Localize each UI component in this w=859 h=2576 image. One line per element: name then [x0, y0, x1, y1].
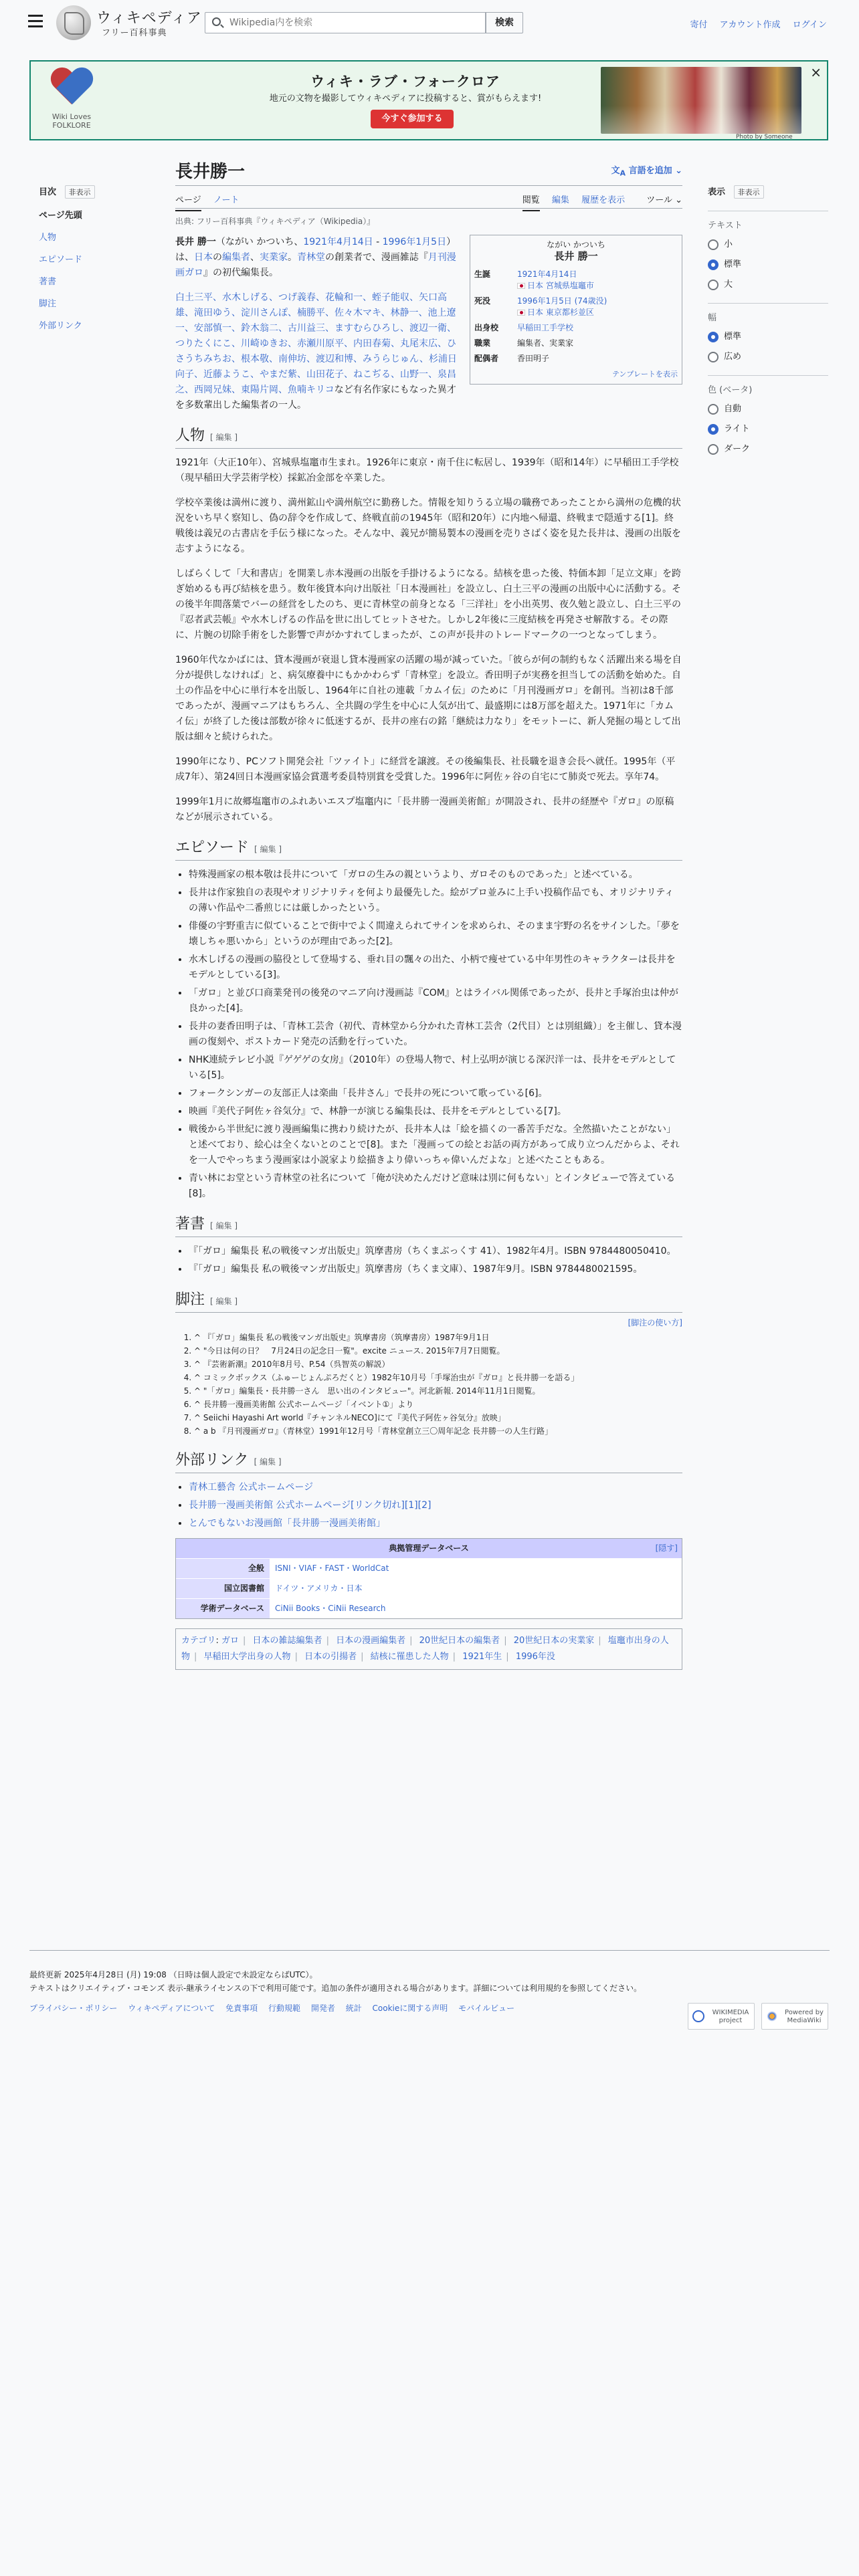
person-paragraph: 1999年1月に故郷塩竈市のふれあいエスプ塩竈内に「長井勝一漫画美術館」が開設され、長井の経歴や『ガロ』の原稿などが展示されている。 — [175, 796, 674, 823]
infobox-key: 配偶者 — [474, 354, 499, 363]
infobox-spouse: 香田明子 — [517, 354, 550, 363]
intro-text: （ながい かついち、 — [215, 237, 304, 247]
article-body — [175, 235, 682, 1670]
login-link[interactable]: ログイン — [792, 20, 827, 30]
authority-title: 典拠管理データベース — [389, 1543, 469, 1553]
artist-links[interactable]: 白土三平、水木しげる、つげ義春、花輪和一、蛭子能収、矢口高雄、滝田ゆう、淀川さんぽ、楠勝平、佐々木マキ、林静一、池上遼一、安部慎一、鈴木翁二、古川益三、ますむらひろし、渡辺一衛、つりたくにこ、川崎ゆきお、赤瀬川原平、内田春菊、丸尾末広、ひさうちみちお、根本敬、南伸坊、渡辺和博、みうらじゅん、杉浦日向子、近藤ようこ、やまだ紫、山田花子、ねこぢる、山野一、泉昌之、西岡兄妹、東陽片岡、魚喃キリコ — [175, 292, 457, 395]
width-standard[interactable] — [708, 331, 828, 343]
add-language-label: 言語を追加 — [628, 166, 672, 176]
person-paragraph: しばらくして「大和書店」を開業し赤本漫画の出版を手掛けるようになる。結核を患った後、特価本卸「足立文庫」を跨ぎ始めるも再び結核を患う。数年後貸本向け出版社「日本漫画社」を設立し、白土三平の漫画の出版中心に活動する。その後半年間落葉でバーの経営をしたのち、更に青林堂の前身となる「三洋社」を小出英男、夜久勉と設立し、白土三平の『忍者武芸帳』や水木しげるの作品を世に出してヒットさせた。しかし2年後に三度結核を再発させ解散する。その際に、片腕の切除手術をした影響で声がかすれてしまったが、この声が長井のトレードマークの一つとなってしまう。 — [175, 568, 681, 641]
text-size-small[interactable] — [708, 239, 828, 251]
list-item: 7. ^ Seiichi Hayashi Art world『チャンネルNECO]にて『美代子阿佐ヶ谷気分』放映」 — [194, 1411, 682, 1424]
list-item: • 水木しげるの漫画の脇役として登場する、垂れ目の飄々の出た、小柄で痩せている中年男性のキャラクターは長井をモデルとしている[3]。 — [189, 952, 682, 983]
article-source-line: 出典: フリー百科事典『ウィキペディア（Wikipedia）』 — [175, 217, 375, 226]
appearance-header — [708, 185, 828, 199]
section-title: 外部リンク — [175, 1452, 249, 1469]
cookie-statement-link[interactable]: Cookieに関する声明 — [372, 2004, 448, 2013]
last-updated: 最終更新 2025年4月28日 (月) 19:08 （日時は個人設定で未設定ならばUTC）。 — [29, 1970, 318, 1979]
authority-values[interactable]: ISNI・VIAF・FAST・WorldCat — [275, 1564, 389, 1573]
birth-date-link[interactable]: 1921年4月14日 — [303, 237, 373, 247]
section-edit-link[interactable]: [ 編集 ] — [254, 845, 282, 854]
toc-item-person[interactable]: 人物 — [39, 233, 57, 243]
list-item: • 『「ガロ」編集長 私の戦後マンガ出版史』筑摩書房（ちくま文庫）、1987年9月。ISBN 9784480021595。 — [189, 1262, 682, 1277]
person-paragraph: 学校卒業後は満州に渡り、満州鉱山や満州航空に勤務した。情報を知りうる立場の職務であったことから満州の危機的状況をいち早く察知し、偽の辞令を作成して、終戦直前の1945年（昭和20年）に内地へ帰還、終戦まで隠遁する[1]。終戦後は義兄の古書店を手伝う様になった。そんな中、義兄が簡易製本の漫画を売りさばく姿を見た長井は、漫画の出版を志すようになる。 — [175, 498, 681, 554]
search-box[interactable] — [205, 12, 486, 33]
infobox-key: 職業 — [474, 338, 491, 348]
death-date-link[interactable]: 1996年1月5日 — [382, 237, 447, 247]
code-of-conduct-link[interactable]: 行動規範 — [268, 2004, 301, 2013]
intro-text: 。 — [288, 252, 297, 263]
list-item: 1. ^ 『「ガロ」編集長 私の戦後マンガ出版史』筑摩書房（筑摩書房）1987年9月1日 — [194, 1331, 682, 1344]
infobox-row — [474, 269, 678, 292]
toc-item-external[interactable]: 外部リンク — [39, 321, 82, 331]
list-item: 4. ^ コミックボックス（ふゅーじょんぷろだくと）1982年10月号「手塚治虫が『ガロ』と長井勝一を語る」 — [194, 1371, 682, 1384]
list-item[interactable] — [189, 1480, 682, 1495]
wikimedia-icon — [692, 2010, 704, 2022]
category-link[interactable]: 日本の雑誌編集者 — [252, 1636, 322, 1646]
wikipedia-globe-icon[interactable] — [56, 5, 91, 40]
list-item: • 映画『美代子阿佐ヶ谷気分』で、林静一が演じる編集長は、長井をモデルとしている[7]。 — [189, 1104, 682, 1119]
search-input[interactable] — [228, 15, 476, 30]
section-heading-external — [175, 1453, 682, 1473]
list-item: • 戦後から半世紀に渡り漫画編集に携わり続けたが、長井本人は「絵を描くの一番苦手だな。全然描いたことがない」と述べており、絵心は全くないとのことで[8]。また「漫画っての絵とお話の両方があって成り立つんだからよ、それを一人でやっちまう漫画家は小説家より絵描きより偉いっちゃ偉いんだよな」と述べたこともある。 — [189, 1122, 682, 1168]
statistics-link[interactable]: 統計 — [345, 2004, 362, 2013]
section-edit-link[interactable]: [ 編集 ] — [210, 1297, 238, 1306]
person-paragraph: 1921年（大正10年）、宮城県塩竈市生まれ。1926年に東京・南千住に転居し、1939年（昭和14年）に早稲田工手学校（現早稲田大学芸術学校）採鉱冶金部を卒業した。 — [175, 457, 679, 484]
section-heading-episodes — [175, 840, 682, 861]
intro-text: の創業者で、漫画雑誌『 — [325, 252, 428, 263]
toc-item-notes[interactable]: 脚注 — [39, 299, 57, 309]
list-item: 3. ^ 『芸術新潮』2010年8月号、P.54（呉智英の解説） — [194, 1358, 682, 1371]
birth-place-link[interactable]: 日本 宮城県塩竈市 — [527, 281, 594, 290]
personal-tools — [680, 17, 827, 30]
close-icon[interactable]: × — [810, 64, 822, 80]
radio-selected-icon — [708, 259, 719, 270]
editor-link[interactable]: 編集者 — [222, 252, 250, 263]
category-link[interactable]: 結核に罹患した人物 — [370, 1652, 449, 1662]
list-item: • 長井の妻香田明子は、「青林工芸舎（初代、青林堂から分かれた青林工芸舎（2代目）とは別組織）」を主催し、貸本漫画の復刻や、ポストカード発売の活動を行っていた。 — [189, 1019, 682, 1050]
subject-name: 長井 勝一 — [175, 237, 216, 247]
garo-link[interactable]: 月刊漫画ガロ — [175, 252, 456, 278]
badge-label: Powered by MediaWiki — [785, 2009, 824, 2024]
seirindo-link[interactable]: 青林堂 — [297, 252, 325, 263]
color-dark[interactable] — [708, 443, 828, 455]
text-size-standard[interactable] — [708, 259, 828, 271]
category-link[interactable]: 1921年生 — [462, 1652, 502, 1662]
intro-text: 、 — [250, 252, 260, 263]
license-text: テキストはクリエイティブ・コモンズ 表示-継承ライセンスの下で利用可能です。追加の条件が適用される場合があります。詳細については利用規約を参照してください。 — [29, 1983, 642, 1993]
infobox-key: 出身校 — [474, 323, 499, 332]
list-item: • 特殊漫画家の根本敬は長井について「ガロの生みの親というより、ガロそのものであった」と述べている。 — [189, 867, 682, 883]
external-link[interactable]: とんでもないお漫画館「長井勝一漫画美術館」 — [189, 1518, 385, 1529]
list-item: • フォークシンガーの友部正人は楽曲「長井さん」で長井の死について歌っている[6]。 — [189, 1086, 682, 1101]
category-link[interactable]: 1996年没 — [515, 1652, 555, 1662]
category-link[interactable]: 日本の漫画編集者 — [336, 1636, 406, 1646]
infobox — [470, 235, 682, 385]
category-link[interactable]: 日本の引揚者 — [304, 1652, 357, 1662]
section-title: 脚注 — [175, 1291, 205, 1308]
donate-link[interactable]: 寄付 — [690, 20, 708, 30]
create-account-link[interactable]: アカウント作成 — [719, 20, 781, 30]
mediawiki-badge[interactable] — [761, 2003, 828, 2030]
color-light[interactable] — [708, 423, 828, 435]
add-language-button[interactable]: 文$_A$ 言語を追加 ⌄ — [611, 166, 682, 178]
list-item[interactable] — [189, 1516, 682, 1531]
infobox-school[interactable]: 早稲田工手学校 — [517, 323, 574, 332]
color-label: 色 (ベータ) — [708, 375, 828, 395]
section-heading-notes — [175, 1292, 682, 1313]
tab-tools[interactable]: ツール ⌄ — [646, 195, 682, 205]
category-link[interactable]: 20世紀日本の実業家 — [513, 1636, 595, 1646]
width-wide[interactable] — [708, 351, 828, 363]
authority-hide-button[interactable]: [隠す] — [655, 1543, 678, 1553]
section-heading-person — [175, 428, 682, 449]
page-footer — [29, 1950, 830, 2024]
radio-label: 標準 — [724, 259, 742, 270]
privacy-link[interactable]: プライバシー・ポリシー — [29, 2004, 118, 2013]
category-link[interactable]: 20世紀日本の編集者 — [419, 1636, 500, 1646]
tab-read[interactable]: 閲覧 — [522, 195, 540, 211]
section-title: エピソード — [175, 839, 250, 856]
intro-text: - — [373, 237, 383, 247]
list-item: • 長井は作家独自の表現やオリジナリティを何より最優先した。絵がプロ並みに上手い投稿作品でも、オリジナリティの薄い作品や二番煎じには厳しかったという。 — [189, 885, 682, 916]
tools-label: ツール — [646, 195, 672, 205]
badge-label: WIKIMEDIA project — [712, 2009, 749, 2024]
list-item: 6. ^ 長井勝一漫画美術館 公式ホームページ「イベント①」より — [194, 1398, 682, 1411]
authority-values[interactable]: ドイツ・アメリカ・日本 — [275, 1584, 363, 1593]
logo-subtitle: フリー百科事典 — [102, 28, 167, 38]
banner-subtitle: 地元の文物を撮影してウィキペディアに投稿すると、賞がもらえます! — [269, 94, 542, 104]
article-main — [175, 154, 682, 1670]
wiki-loves-folklore-logo — [43, 67, 100, 134]
tab-history[interactable]: 履歴を表示 — [581, 195, 626, 205]
toc-item-top[interactable]: ページ先頭 — [39, 211, 82, 221]
external-link-list — [175, 1480, 682, 1531]
intro-text: の — [213, 252, 222, 263]
infobox-birth-date[interactable]: 1921年4月14日 — [517, 270, 577, 279]
person-paragraph: 1990年になり、PCソフト開発会社「ツァイト」に経営を譲渡。その後編集長、社長職を退き会長へ就任。1995年（平成7年）、第24回日本漫画家協会賞選考委員特別賞を受賞した。1996年に阿佐ヶ谷の自宅にて肺炎で死去。享年74。 — [175, 756, 676, 782]
episode-list — [175, 867, 682, 1202]
appearance-title: 表示 — [708, 187, 726, 197]
heart-logo-icon — [50, 68, 94, 107]
text-size-label: テキスト — [708, 211, 828, 231]
japan-flag-icon — [517, 283, 525, 289]
radio-label: 大 — [724, 280, 733, 290]
authority-key: 学術データベース — [176, 1599, 270, 1618]
radio-label: 広め — [724, 352, 742, 362]
disclaimer-link[interactable]: 免責事項 — [225, 2004, 258, 2013]
banner-join-button[interactable]: 今すぐ参加する — [371, 110, 454, 128]
tab-edit[interactable]: 編集 — [551, 195, 569, 205]
toc-hide-button[interactable]: 非表示 — [65, 185, 95, 199]
radio-label: 小 — [724, 239, 733, 249]
site-header — [0, 0, 859, 47]
radio-icon — [708, 280, 719, 290]
developers-link[interactable]: 開発者 — [310, 2004, 335, 2013]
radio-icon — [708, 444, 719, 455]
infobox-row — [474, 338, 678, 349]
japan-link[interactable]: 日本 — [194, 252, 213, 263]
japan-flag-icon — [517, 310, 525, 316]
person-paragraph: 1960年代なかばには、貸本漫画が衰退し貸本漫画家の活躍の場が減っていた。「彼らが何の制約もなく活躍出来る場を自分が提供しなければ」と、病気療養中にもかかわらず「青林堂」を設立。香田明子が実務を担当しての活動を始めた。自土の作品を中心に単行本を出版し、1964年に自社の連載「カムイ伝」のために「月刊漫画ガロ」を創刊。当初は8千部であったが、漫画マニアはもちろん、全共闘の学生を中心に人気が出て、最盛期には8万部を超えた。1971年に「カムイ伝」が終了した後は部数が徐々に低迷するが、長井の座右の銘「継続は力なり」をモットーに、新人発掘の場として出版は細々と続けられた。 — [175, 655, 682, 742]
radio-selected-icon — [708, 332, 719, 342]
infobox-row — [474, 322, 678, 334]
infobox-death-date[interactable]: 1996年1月5日 (74歳没) — [517, 296, 607, 306]
authority-key: 国立図書館 — [176, 1579, 270, 1598]
mediawiki-icon — [766, 2010, 778, 2022]
radio-icon — [708, 352, 719, 362]
category-link[interactable]: 早稲田大学出身の人物 — [203, 1652, 291, 1662]
main-menu-icon[interactable] — [28, 15, 43, 28]
section-heading-books — [175, 1216, 682, 1237]
intro-text: など有名作家にもなった異才を多数輩出した編集者の一人。 — [175, 385, 456, 411]
death-place-link[interactable]: 日本 東京都杉並区 — [527, 308, 594, 317]
list-item: • NHK連続テレビ小説『ゲゲゲの女房』（2010年）の登場人物で、村上弘明が演じる深沢洋一は、長井をモデルとしている[5]。 — [189, 1053, 682, 1083]
infobox-occupation: 編集者、実業家 — [517, 338, 574, 348]
campaign-banner — [29, 60, 828, 140]
list-item: 2. ^ "今日は何の日？ 7月24日の記念日一覧"。excite ニュース. 2015年7月7日閲覧。 — [194, 1344, 682, 1358]
businessman-link[interactable]: 実業家 — [260, 252, 288, 263]
categories-label[interactable]: カテゴリ — [181, 1636, 216, 1646]
tab-page[interactable]: ページ — [175, 195, 201, 211]
appearance-hide-button[interactable]: 非表示 — [734, 185, 764, 199]
section-edit-link[interactable]: [ 編集 ] — [254, 1457, 282, 1467]
external-link[interactable]: 青林工藝舎 公式ホームページ — [189, 1482, 314, 1493]
color-auto[interactable] — [708, 403, 828, 415]
mobile-view-link[interactable]: モバイルビュー — [458, 2004, 515, 2013]
infobox-row — [474, 353, 678, 364]
radio-label: 標準 — [724, 332, 742, 342]
width-label: 幅 — [708, 303, 828, 323]
external-link[interactable]: 長井勝一漫画美術館 公式ホームページ[リンク切れ][1][2] — [189, 1500, 432, 1511]
authority-values[interactable]: CiNii Books・CiNii Research — [275, 1604, 386, 1613]
intro-text: ）は、 — [175, 237, 456, 263]
section-edit-link[interactable]: [ 編集 ] — [210, 433, 238, 442]
logo-title[interactable]: ウィキペディア — [96, 10, 202, 27]
page-tabs — [175, 186, 682, 209]
search-button[interactable]: 検索 — [486, 12, 523, 33]
authority-header — [176, 1539, 682, 1558]
section-title: 著書 — [175, 1216, 205, 1232]
list-item: • 「ガロ」と並び口商業発刊の後発のマニア向け漫画誌『COM』とはライバル関係であったが、長井と手塚治虫は仲が良かった[4]。 — [189, 986, 682, 1016]
tab-talk[interactable]: ノート — [213, 195, 240, 205]
radio-icon — [708, 239, 719, 250]
list-item: 5. ^ "「ガロ」編集長・長井勝一さん 思い出のインタビュー"。河北新報. 2014年11月1日閲覧。 — [194, 1384, 682, 1398]
radio-label: 自動 — [724, 404, 742, 414]
search-icon — [212, 17, 221, 26]
list-item: • 俳優の宇野重吉に似ていることで街中でよく間違えられてサインを求められ、そのまま宇野の名をサインした。「夢を壊しちゃ悪いから」というのが理由であった[2]。 — [189, 919, 682, 950]
radio-icon — [708, 404, 719, 415]
infobox-death-place[interactable] — [517, 307, 678, 318]
authority-row — [176, 1558, 682, 1578]
banner-photo — [601, 67, 801, 134]
notes-usage-link[interactable]: [脚注の使い方] — [628, 1318, 682, 1327]
table-of-contents — [39, 185, 146, 331]
infobox-name: 長井 勝一 — [554, 250, 598, 262]
category-box: カテゴリ: ガロ | 日本の雑誌編集者 | 日本の漫画編集者 | 20世紀日本の編集者 | 20世紀日本の実業家 | 塩竈市出身の人物 | 早稲田大学出身の人物 | 日本の引揚者 | 結核に罹患した人物 | 1921年生 | 1996年没 — [175, 1628, 682, 1670]
list-item: • 『「ガロ」編集長 私の戦後マンガ出版史』筑摩書房（ちくまぶっくす 41）、1982年4月。ISBN 9784480050410。 — [189, 1244, 682, 1259]
infobox-furigana: ながい かついち — [547, 240, 605, 249]
section-title: 人物 — [175, 427, 205, 444]
infobox-key: 生誕 — [474, 270, 491, 279]
section-edit-link[interactable]: [ 編集 ] — [210, 1221, 238, 1230]
banner-photo-caption: Photo by Someone — [736, 134, 793, 140]
infobox-key: 死没 — [474, 296, 491, 306]
authority-key: 全般 — [176, 1559, 270, 1578]
list-item[interactable] — [189, 1498, 682, 1513]
radio-selected-icon — [708, 424, 719, 435]
toc-header — [39, 185, 146, 199]
list-item: • 青い林にお堂という青林堂の社名について「俺が決めたんだけど意味は別に何もない」とインタビューで答えている[8]。 — [189, 1171, 682, 1202]
authority-row — [176, 1598, 682, 1618]
text-size-large[interactable] — [708, 279, 828, 291]
reference-list — [175, 1331, 682, 1438]
toc-item-books[interactable]: 著書 — [39, 277, 57, 287]
about-link[interactable]: ウィキペディアについて — [128, 2004, 215, 2013]
toc-title: 目次 — [39, 187, 57, 197]
show-template-link[interactable]: テンプレートを表示 — [611, 370, 678, 379]
authority-row — [176, 1578, 682, 1598]
wikimedia-badge[interactable] — [688, 2003, 755, 2030]
appearance-panel — [708, 185, 828, 455]
list-item: 8. ^ a b 『月刊漫画ガロ』（青林堂）1991年12月号「青林堂創立三〇周年記念 長井勝一の人生行路」 — [194, 1424, 682, 1438]
radio-label: ライト — [724, 424, 750, 434]
banner-logo-caption: Wiki Loves FOLKLORE — [52, 112, 92, 130]
category-link[interactable]: 塩竈市出身の人物 — [181, 1636, 669, 1662]
toc-item-episodes[interactable]: エピソード — [39, 255, 83, 265]
infobox-row — [474, 296, 678, 318]
page-title: 長井勝一 — [175, 154, 682, 186]
category-link[interactable]: ガロ — [221, 1636, 240, 1646]
authority-control-box — [175, 1538, 682, 1619]
intro-text: 』の初代編集長。 — [203, 267, 278, 278]
infobox-birth-place[interactable] — [517, 280, 678, 292]
banner-title: ウィキ・ラブ・フォークロア — [310, 74, 500, 90]
book-list — [175, 1244, 682, 1277]
radio-label: ダーク — [724, 444, 751, 454]
